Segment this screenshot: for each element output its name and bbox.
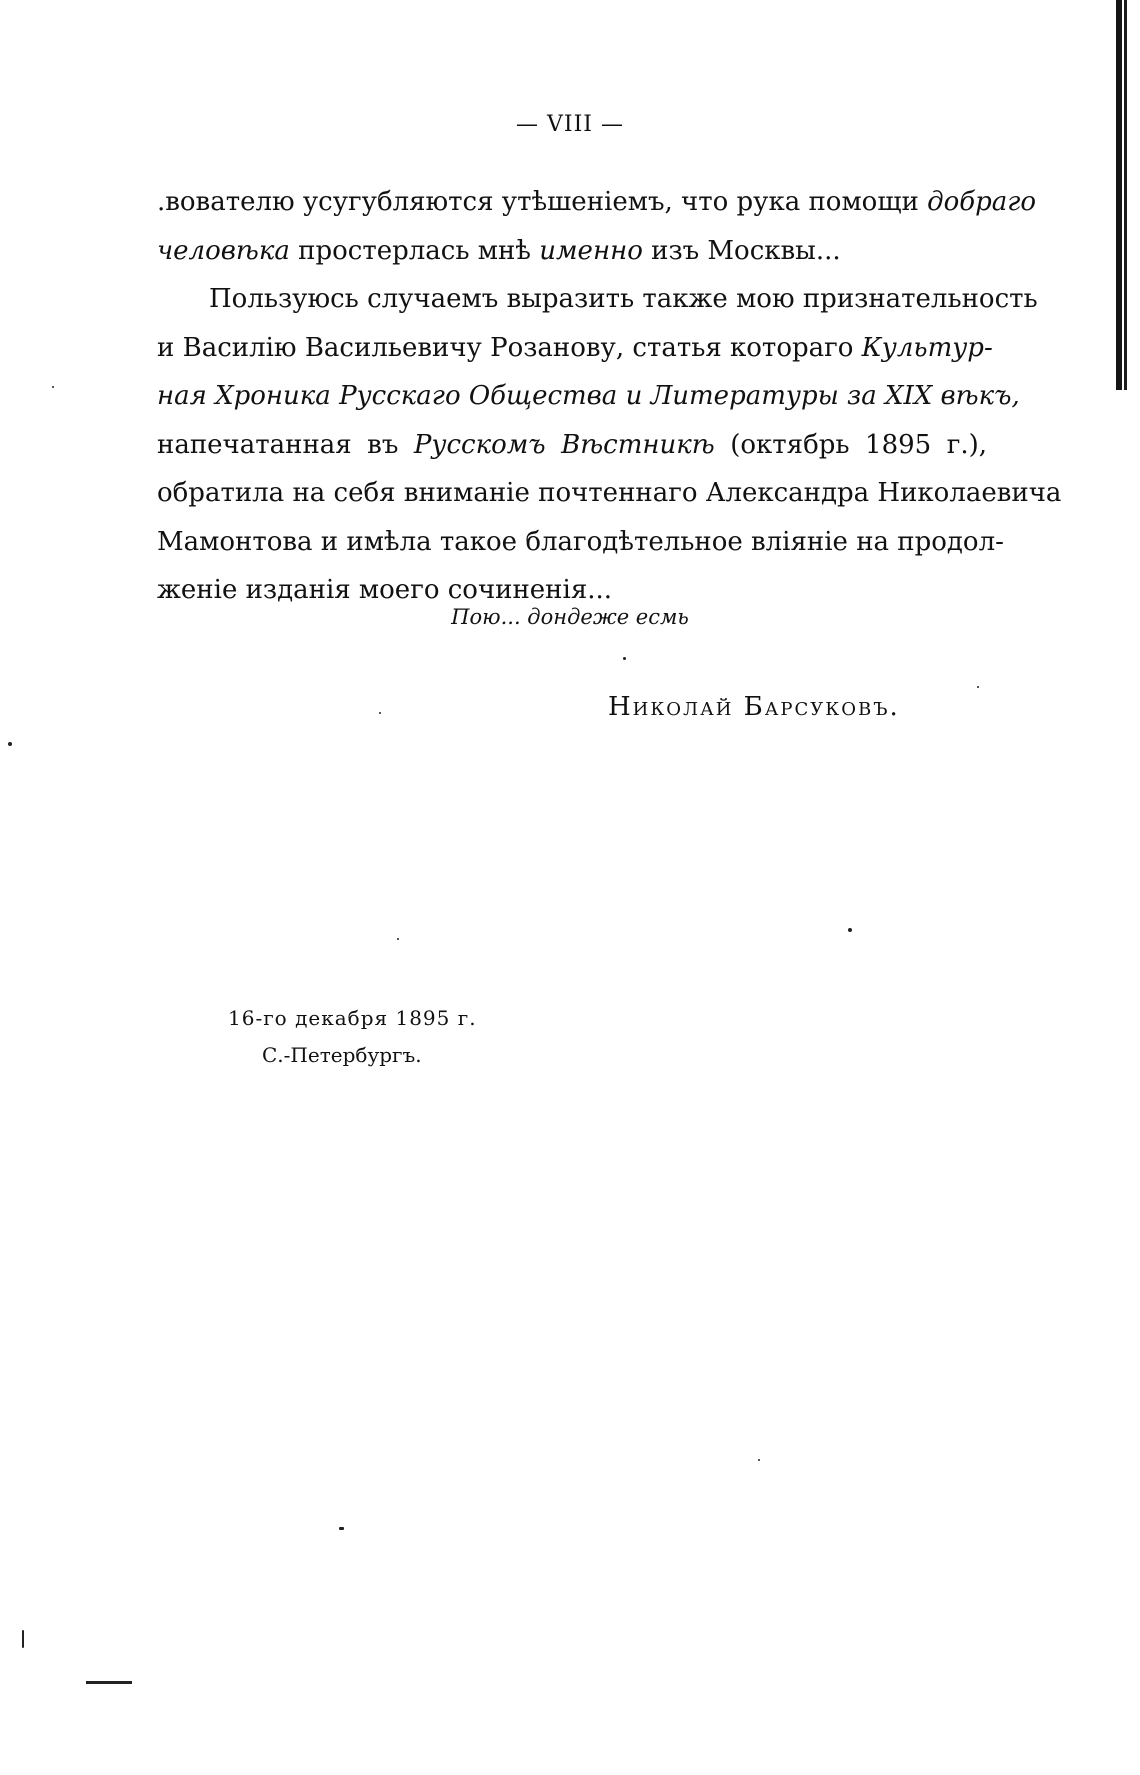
body-text xyxy=(157,178,1062,615)
print-speck xyxy=(848,928,852,932)
epigraph: Пою... дондеже есмь xyxy=(451,605,689,629)
text-line-4-italic: Культур- xyxy=(861,332,993,363)
print-dash-mark xyxy=(86,1681,132,1684)
text-line-1 xyxy=(157,178,1037,227)
print-speck xyxy=(339,1527,344,1530)
text-line-2-italic-lead: человѣка xyxy=(157,235,290,266)
print-speck xyxy=(623,657,626,660)
print-speck xyxy=(758,1459,760,1461)
text-line-3: Пользуюсь случаемъ выразить также мою признательность xyxy=(209,284,1038,314)
text-line-7: обратила на себя вниманіе почтеннаго Александра Николаевича xyxy=(157,478,1062,508)
page-edge-shadow xyxy=(1116,0,1122,390)
place-line: С.-Петербургъ. xyxy=(262,1043,422,1067)
text-line-9: женіе изданія моего сочиненія... xyxy=(157,575,613,605)
text-line-2-roman: простерлась мнѣ xyxy=(289,235,540,266)
text-line-1-italic: добраго xyxy=(927,187,1037,217)
text-line-4 xyxy=(157,324,993,373)
print-speck xyxy=(8,742,12,746)
text-line-6-roman: напечатанная въ xyxy=(157,429,414,460)
date-line: 16-го декабря 1895 г. xyxy=(228,1006,477,1030)
print-speck xyxy=(22,1630,24,1648)
text-line-8: Мамонтова и имѣла такое благодѣтельное вліяніе на продол- xyxy=(157,526,1004,557)
text-line-1-roman: .вователю усугубляются утѣшеніемъ, что рука помощи xyxy=(157,187,928,217)
text-line-6-roman-end: (октябрь 1895 г.), xyxy=(714,429,987,460)
text-line-2-italic: именно xyxy=(539,235,643,266)
page-edge-shadow-secondary xyxy=(1124,0,1127,390)
page-number: — VIII — xyxy=(516,112,624,137)
print-speck xyxy=(52,386,54,388)
text-line-2 xyxy=(157,227,987,276)
text-line-2-roman-end: изъ Москвы... xyxy=(642,235,841,266)
text-line-6-italic: Русскомъ Вѣстникѣ xyxy=(413,429,715,460)
print-speck xyxy=(379,712,381,714)
print-speck xyxy=(977,686,979,688)
text-line-6 xyxy=(157,421,987,470)
text-line-4-roman: и Василію Васильевичу Розанову, статья котораго xyxy=(157,332,862,363)
text-line-5 xyxy=(157,372,1020,421)
text-line-5-italic: ная Хроника Русскаго Общества и Литературы за XIX вѣкъ, xyxy=(157,381,1020,411)
print-speck xyxy=(397,938,399,940)
author-signature: Николай Барсуковъ. xyxy=(608,692,900,722)
